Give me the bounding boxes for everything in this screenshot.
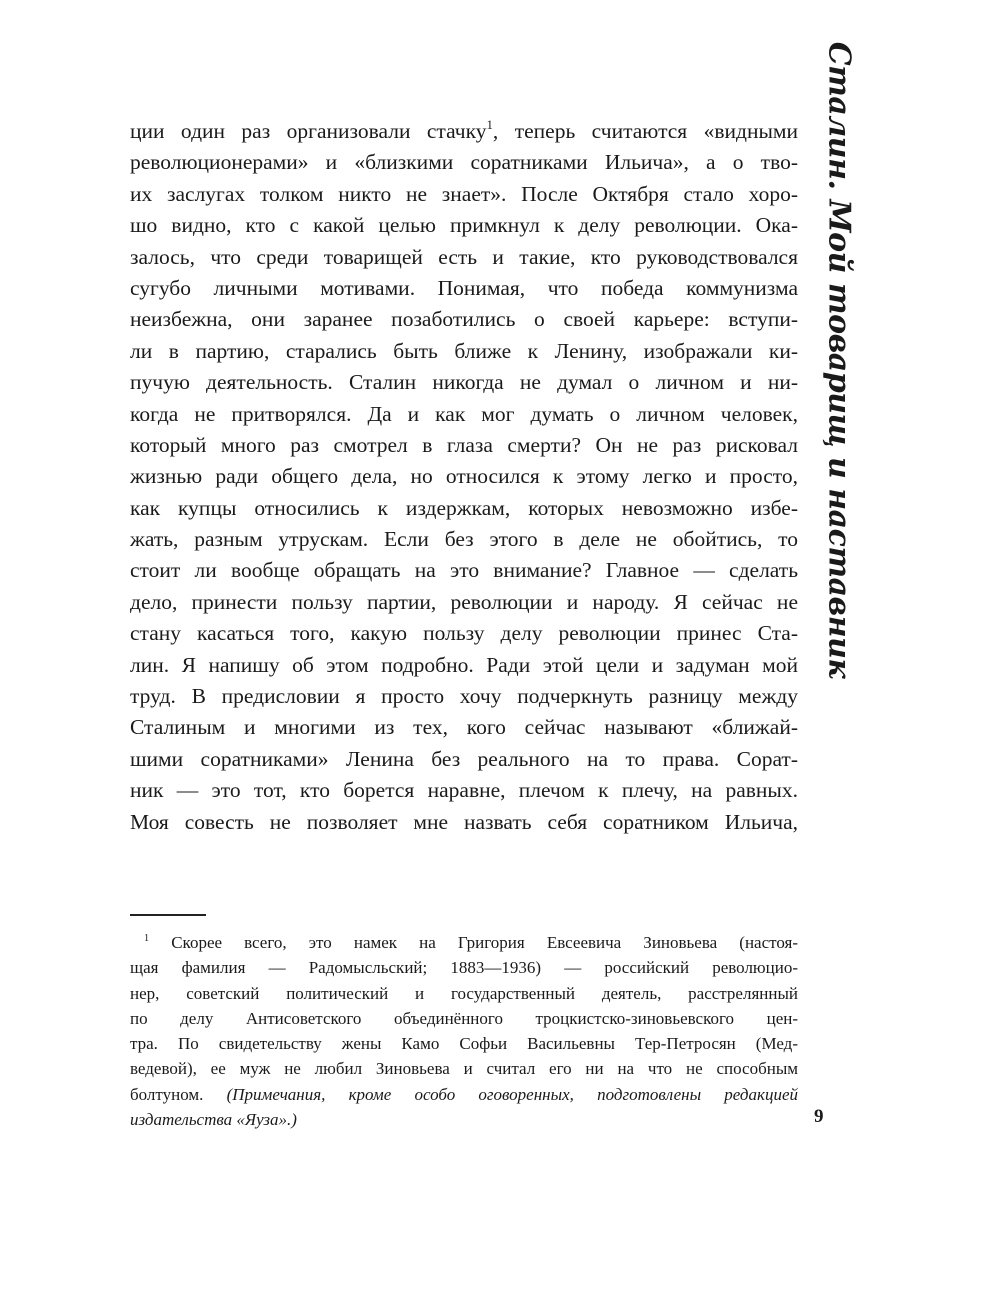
body-line-text: , теперь считаются «видными [492, 119, 799, 143]
body-line: жать, разным утрускам. Если без этого в деле не обойтись, то [130, 527, 798, 552]
body-line: пучую деятельность. Сталин никогда не думал о личном и ни- [130, 370, 798, 395]
body-line: который много раз смотрел в глаза смерти? Он не раз рисковал [130, 432, 798, 457]
body-line: революционерами» и «близкими соратниками Ильича», а о тво- [130, 150, 798, 175]
body-text [130, 116, 798, 838]
body-line: ли в партию, старались быть ближе к Ленину, изображали ки- [130, 338, 798, 363]
footnote-divider [130, 914, 206, 916]
footnote-line: по делу Антисоветского объединённого троцкистско-зиновьевского цен- [130, 1008, 798, 1028]
footnote-line: ведевой), ее муж не любил Зиновьева и считал его ни на что не способным [130, 1059, 798, 1079]
footnote-line [130, 1107, 798, 1132]
body-line-text: ции один раз организовали стачку [130, 119, 487, 143]
body-line: шо видно, кто с какой целью примкнул к делу революции. Ока- [130, 213, 798, 238]
footnote-line: щая фамилия — Радомысльский; 1883—1936) — российский революцио- [130, 958, 798, 978]
body-line: лин. Я напишу об этом подробно. Ради этой цели и задуман мой [130, 652, 798, 677]
footnote-line: тра. По свидетельству жены Камо Софьи Васильевны Тер-Петросян (Мед- [130, 1034, 798, 1054]
footnote [130, 930, 798, 1132]
body-line: труд. В предисловии я просто хочу подчеркнуть разницу между [130, 684, 798, 709]
editorial-note: издательства «Яуза».) [130, 1110, 297, 1130]
footnote-line-text: болтуном. [130, 1084, 227, 1104]
body-line: ник — это тот, кто борется наравне, плечом к плечу, на равных. [130, 778, 798, 803]
body-line: стану касаться того, какую пользу делу революции принес Ста- [130, 621, 798, 646]
running-head: Сталин. Мой товарищ и наставник [821, 41, 857, 679]
body-line: стоит ли вообще обращать на это внимание? Главное — сделать [130, 558, 798, 583]
body-line: дело, принести пользу партии, революции и народу. Я сейчас не [130, 589, 798, 614]
footnote-line: нер, советский политический и государственный деятель, расстрелянный [130, 983, 798, 1003]
editorial-note: (Примечания, кроме особо оговоренных, подготовлены редакцией [226, 1084, 798, 1104]
body-line: когда не притворялся. Да и как мог думать о личном человек, [130, 401, 798, 426]
body-line: шими соратниками» Ленина без реального на то права. Сорат- [130, 746, 798, 771]
body-line: жизнью ради общего дела, но относился к этому легко и просто, [130, 464, 798, 489]
body-line: их заслугах толком никто не знает». После Октября стало хоро- [130, 181, 798, 206]
body-line: залось, что среди товарищей есть и такие, кто руководствовался [130, 244, 798, 269]
body-line: неизбежна, они заранее позаботились о своей карьере: вступи- [130, 307, 798, 332]
page-number: 9 [814, 1106, 824, 1127]
body-line [130, 116, 798, 147]
body-line: Сталиным и многими из тех, кого сейчас называют «ближай- [130, 715, 798, 740]
footnote-reference[interactable]: 1 [486, 117, 493, 132]
footnote-line [130, 930, 798, 955]
footnote-marker: 1 [144, 932, 150, 944]
body-line: как купцы относились к издержкам, которых невозможно избе- [130, 495, 798, 520]
body-line: Моя совесть не позволяет мне назвать себя соратником Ильича, [130, 809, 798, 834]
footnote-line-text: Скорее всего, это намек на Григория Евсеевича Зиновьева (настоя- [171, 933, 799, 952]
footnote-line [130, 1082, 798, 1107]
body-line: сугубо личными мотивами. Понимая, что победа коммунизма [130, 275, 798, 300]
